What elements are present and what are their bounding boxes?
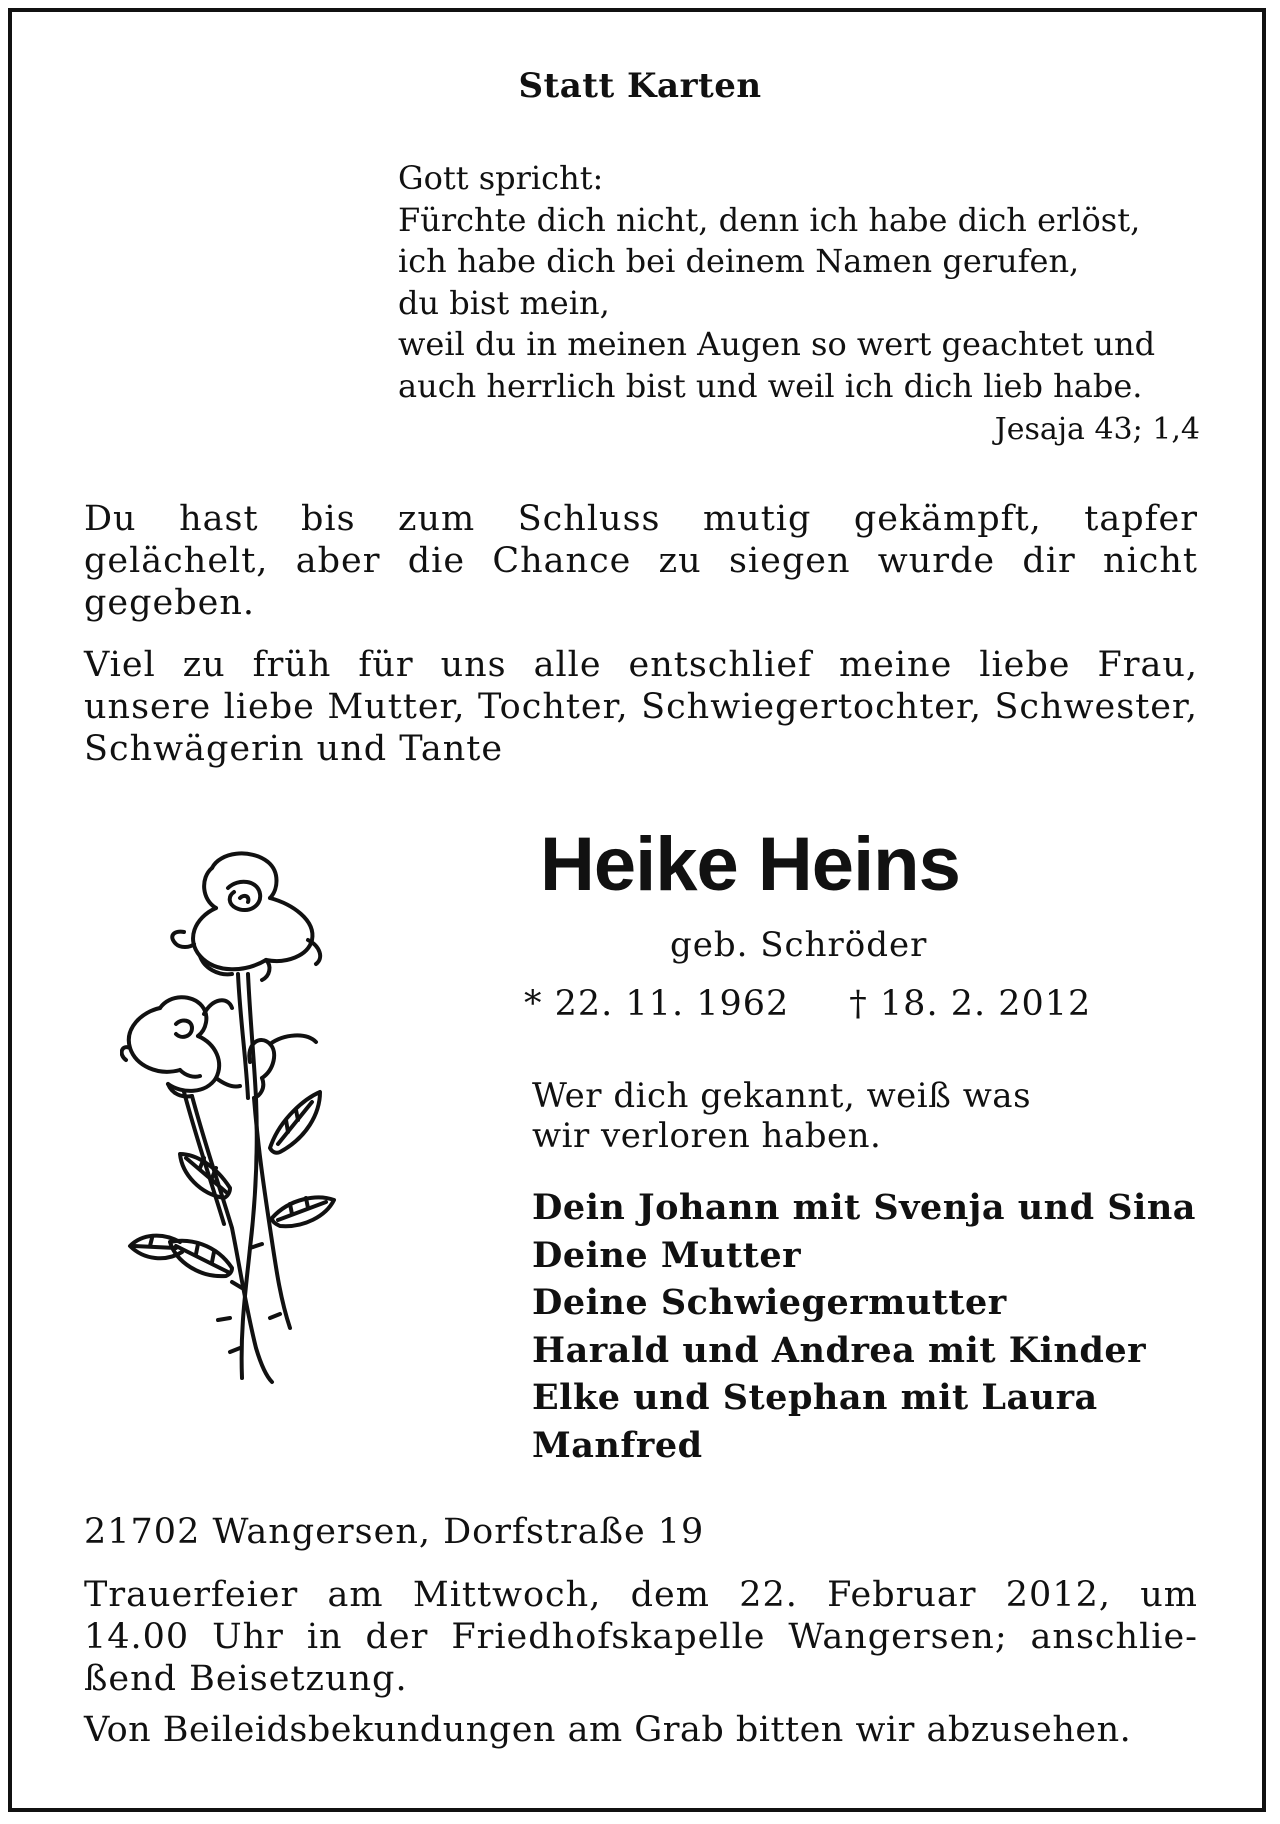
verse-line: Gott spricht: (398, 159, 604, 197)
intro-paragraph (84, 498, 1198, 624)
paragraph-line: Trauerfeier am Mittwoch, dem 22. Februar 2012, um (84, 1575, 1198, 1615)
paragraph-line: gegeben. (84, 583, 256, 623)
survivor: Dein Johann mit Svenja und Sina (532, 1187, 1196, 1228)
survivor: Harald und Andrea mit Kinder (532, 1329, 1147, 1371)
bible-verse (398, 158, 1200, 407)
paragraph-line: Viel zu früh für uns alle entschlief meine liebe Frau, (84, 645, 1198, 685)
survivor: Manfred (532, 1424, 703, 1466)
birth-name: geb. Schröder (670, 925, 928, 965)
memorial-line: wir verloren haben. (532, 1116, 882, 1156)
address: 21702 Wangersen, Dorfstraße 19 (84, 1512, 705, 1552)
rose-drawing (120, 848, 360, 1388)
paragraph-line: unsere liebe Mutter, Tochter, Schwiegertochter, Schwester, (84, 687, 1198, 727)
survivor: Deine Schwiegermutter (532, 1282, 1007, 1323)
verse-line: weil du in meinen Augen so wert geachtet und (398, 325, 1156, 363)
paragraph-line: Schwägerin und Tante (84, 729, 504, 769)
funeral-paragraph (84, 1574, 1198, 1700)
verse-line: ich habe dich bei deinem Namen gerufen, (398, 242, 1080, 280)
paragraph-line: Du hast bis zum Schluss mutig gekämpft, tapfer (84, 499, 1198, 539)
life-dates (524, 984, 1091, 1024)
survivor: Deine Mutter (532, 1234, 802, 1276)
death-date: † 18. 2. 2012 (849, 984, 1092, 1024)
verse-line: du bist mein, (398, 283, 610, 322)
paragraph-line: ßend Beisetzung. (84, 1659, 408, 1699)
closing-note: Von Beileidsbekundungen am Grab bitten wir abzusehen. (84, 1710, 1132, 1750)
birth-date: * 22. 11. 1962 (524, 984, 790, 1024)
paragraph-line: gelächelt, aber die Chance zu siegen wurde dir nicht (84, 541, 1198, 581)
paragraph-line: 14.00 Uhr in der Friedhofskapelle Wangersen; anschlie- (84, 1617, 1198, 1657)
verse-line: auch herrlich bist und weil ich dich lieb habe. (398, 366, 1143, 405)
heading: Statt Karten (518, 66, 762, 106)
survivors-list (532, 1184, 1196, 1469)
memorial-text (532, 1076, 1031, 1156)
deceased-name: Heike Heins (540, 822, 960, 907)
verse-reference: Jesaja 43; 1,4 (994, 412, 1200, 447)
survivor: Elke und Stephan mit Laura (532, 1377, 1098, 1418)
memorial-line: Wer dich gekannt, weiß was (532, 1076, 1032, 1116)
announcement-paragraph (84, 644, 1198, 770)
verse-line: Fürchte dich nicht, denn ich habe dich erlöst, (398, 200, 1141, 239)
